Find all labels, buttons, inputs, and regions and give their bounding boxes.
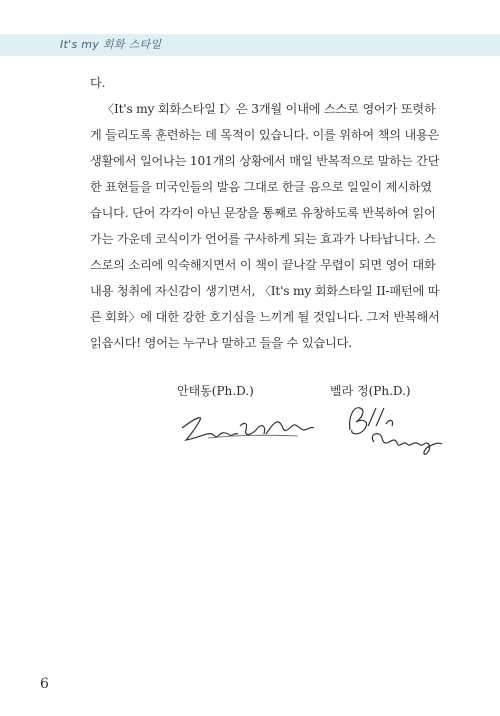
paragraph-continuation: 다.	[90, 76, 106, 90]
paragraph: 〈It's my 회화스타일 I〉은 3개월 이내에 스스로 영어가 또렷하게 들리도록 훈련하는 데 목적이 있습니다. 이를 위하여 책의 내용은 생활에서 일어나는 101개의 상황에서 매일 반복적으로 말하는 간단한 표현들을 미국인들의 발음 그대로 한글 음으로 일일이 제시하였습니다. 단어 각각이 아닌 문장을 통째로 유창하도록 반복하여 읽어 가는 가운데 코식이가 언어를 구사하게 되는 효과가 나타납니다. 스스로의 소리에 익숙해지면서 이 책이 끝나갈 무렵이 되면 영어 대화내용 청취에 자신감이 생기면서, 〈It's my 회화스타일 II-패턴에 따른 회화〉에 대한 강한 호기심을 느끼게 될 것입니다. 그저 반복해서 읽읍시다! 영어는 누구나 말하고 들을 수 있습니다.	[90, 102, 440, 350]
page-number: 6	[40, 676, 49, 692]
running-header	[0, 34, 500, 56]
signature-ahn-image	[178, 408, 318, 448]
running-header-title: It's my 회화 스타일	[60, 38, 162, 51]
body-text	[90, 70, 442, 356]
author-name-ahn: 안태동(Ph.D.)	[177, 384, 254, 398]
author-signatures	[0, 382, 500, 462]
signature-chung-image	[338, 400, 448, 460]
author-name-chung: 벨라 정(Ph.D.)	[330, 384, 411, 398]
